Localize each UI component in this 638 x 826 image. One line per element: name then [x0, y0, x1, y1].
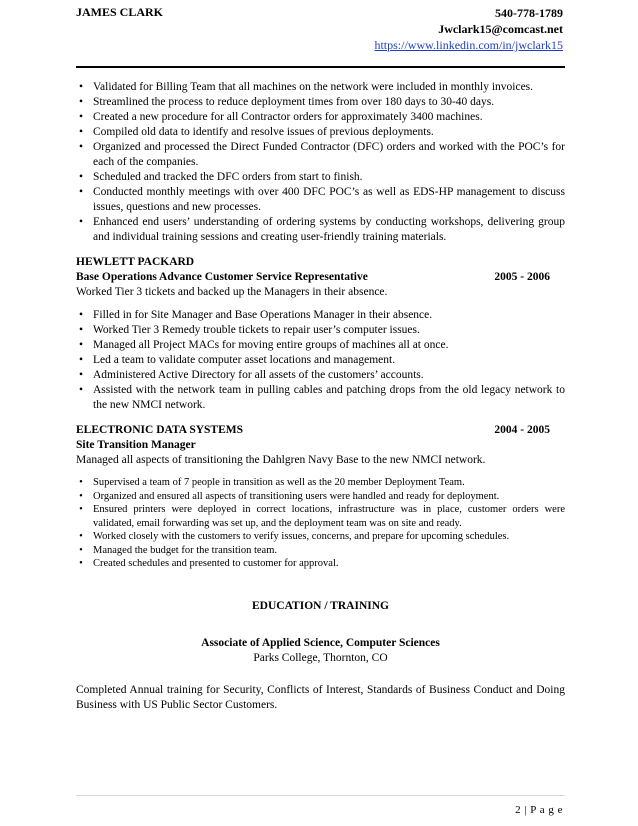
list-item: • Administered Active Directory for all assets of the customers’ accounts.	[76, 368, 565, 383]
bullet-icon: •	[78, 126, 84, 138]
bullet-icon: •	[79, 544, 83, 556]
education-heading: EDUCATION / TRAINING	[252, 599, 389, 612]
footer-divider	[76, 795, 565, 796]
eds-company-name: ELECTRONIC DATA SYSTEMS	[76, 424, 244, 436]
eds-bullets	[76, 476, 565, 571]
list-item: • Streamlined the process to reduce deployment times from over 180 days to 30-40 days.	[76, 95, 565, 110]
hp-company-name: HEWLETT PACKARD	[76, 256, 195, 268]
bullet-icon: •	[78, 171, 84, 183]
bullet-icon: •	[78, 384, 84, 396]
list-item: • Managed all Project MACs for moving entire groups of machines all at once.	[76, 338, 565, 353]
list-item: • Conducted monthly meetings with over 400 DFC POC’s as well as EDS-HP management to discuss issues, questions and new processes.	[76, 185, 565, 215]
bullet-icon: •	[79, 477, 83, 488]
linkedin-link[interactable]: https://www.linkedin.com/in/jwclark15	[374, 38, 563, 52]
bullet-icon: •	[78, 369, 84, 381]
page-number: 2 | P a g e	[515, 804, 563, 816]
school-name: Parks College, Thornton, CO	[253, 651, 388, 664]
bullet-icon: •	[78, 324, 84, 336]
bullet-icon: •	[78, 309, 84, 321]
list-item: • Supervised a team of 7 people in transition as well as the 20 member Deployment Team.	[76, 476, 565, 490]
list-item: • Managed the budget for the transition team.	[76, 544, 565, 558]
list-item: • Enhanced end users’ understanding of ordering systems by conducting workshops, delivering group and individual training sessions and creating user-friendly training materials.	[76, 215, 565, 245]
bullet-icon: •	[79, 504, 83, 515]
hp-dates: 2005 - 2006	[494, 271, 550, 283]
list-item: • Created schedules and presented to customer for approval.	[76, 557, 565, 571]
bullet-icon: •	[78, 141, 84, 153]
candidate-name: JAMES CLARK	[76, 5, 164, 19]
bullet-icon: •	[78, 354, 84, 366]
hp-bullets	[76, 308, 565, 413]
contact-block	[374, 5, 563, 53]
eds-company-line	[76, 423, 565, 438]
header-divider	[76, 66, 565, 68]
bullet-icon: •	[78, 339, 84, 351]
list-item: • Filled in for Site Manager and Base Operations Manager in their absence.	[76, 308, 565, 323]
eds-dates: 2004 - 2005	[494, 424, 550, 436]
resume-body	[76, 80, 565, 713]
list-item: • Validated for Billing Team that all machines on the network were included in monthly invoices.	[76, 80, 565, 95]
hp-job-title: Base Operations Advance Customer Service Representative	[76, 271, 368, 283]
bullet-icon: •	[79, 490, 83, 502]
eds-summary: Managed all aspects of transitioning the Dahlgren Navy Base to the new NMCI network.	[76, 454, 486, 466]
previous-role-bullets	[76, 80, 565, 245]
bullet-icon: •	[78, 96, 84, 108]
bullet-icon: •	[79, 558, 83, 569]
hp-summary: Worked Tier 3 tickets and backed up the Managers in their absence.	[76, 286, 388, 298]
list-item: • Assisted with the network team in pulling cables and patching drops from the old legacy network to the new NMCI network.	[76, 383, 565, 413]
bullet-icon: •	[78, 216, 84, 228]
bullet-icon: •	[78, 111, 84, 123]
degree-name: Associate of Applied Science, Computer Sciences	[201, 636, 440, 649]
hp-role-line	[76, 270, 565, 285]
bullet-icon: •	[78, 186, 84, 198]
list-item: • Worked closely with the customers to verify issues, concerns, and prepare for upcoming schedules.	[76, 530, 565, 544]
list-item: • Ensured printers were deployed in correct locations, infrastructure was in place, customer orders were validated, email forwarding was set up, and the deployment team was on site and ready.	[76, 503, 565, 530]
list-item: • Organized and processed the Direct Funded Contractor (DFC) orders and worked with the POC’s for each of the companies.	[76, 140, 565, 170]
list-item: • Worked Tier 3 Remedy trouble tickets to repair user’s computer issues.	[76, 323, 565, 338]
list-item: • Led a team to validate computer asset locations and management.	[76, 353, 565, 368]
list-item: • Compiled old data to identify and resolve issues of previous deployments.	[76, 125, 565, 140]
bullet-icon: •	[79, 531, 83, 542]
email-address: Jwclark15@comcast.net	[438, 22, 563, 36]
list-item: • Organized and ensured all aspects of transitioning users were handled and ready for deployment.	[76, 490, 565, 504]
list-item: • Created a new procedure for all Contractor orders for approximately 3400 machines.	[76, 110, 565, 125]
training-statement: Completed Annual training for Security, Conflicts of Interest, Standards of Business Conduct and Doing Business with US Public Sector Customers.	[76, 683, 565, 711]
list-item: • Scheduled and tracked the DFC orders from start to finish.	[76, 170, 565, 185]
eds-job-title: Site Transition Manager	[76, 439, 196, 451]
phone-number: 540-778-1789	[495, 6, 563, 20]
bullet-icon: •	[78, 81, 84, 93]
